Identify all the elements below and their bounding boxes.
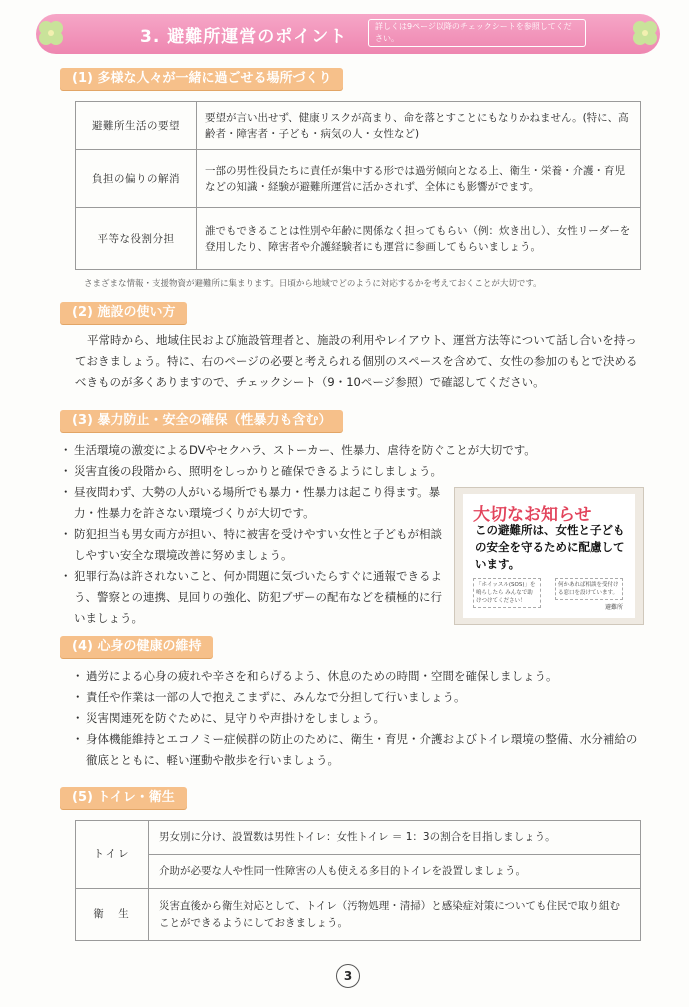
section-3-list-bottom xyxy=(62,482,442,629)
list-item: ・ 昼夜問わず、大勢の人がいる場所でも暴力・性暴力は起こり得ます。暴力・性暴力を許さない環境づくりが大切です。 xyxy=(62,482,442,524)
table-row xyxy=(76,889,641,941)
list-item: ・ 災害関連死を防ぐために、見守りや声掛けをしましょう。 xyxy=(74,708,644,729)
table-row xyxy=(76,102,641,150)
section-5-title: (5) トイレ・衛生 xyxy=(60,787,187,809)
section-2-text: 平常時から、地域住民および施設管理者と、施設の利用やレイアウト、運営方法等について話し合いを持っておきましょう。特に、右のページの必要と考えられる個別のスペースを含めて、女性の参加のもとで決めるべきものが多くありますので、チェックシート（9・10ページ参照）で確認してください。 xyxy=(75,333,638,389)
notice-small-left: 「ホイッスル(SOS)」を鳴らしたら みんなで助けつけてください！ xyxy=(473,578,541,608)
table-row xyxy=(76,208,641,270)
list-item: ・ 犯罪行為は許されないこと、何か問題に気づいたらすぐに通報できるよう、警察との連携、見回りの強化、防犯ブザーの配布などを積極的に行いましょう。 xyxy=(62,566,442,629)
row-key: 負担の偏りの解消 xyxy=(76,150,197,208)
section-1-caption: さまざまな情報・支援物資が避難所に集まります。日頃から地域でどのように対応するかを考えておくことが大切です。 xyxy=(84,279,542,289)
section-4-title: (4) 心身の健康の維持 xyxy=(60,636,213,658)
section-1-table xyxy=(75,101,641,270)
toilet-key: トイレ xyxy=(76,821,149,889)
row-key: 平等な役割分担 xyxy=(76,208,197,270)
row-value: 要望が言い出せず、健康リスクが高まり、命を落とすことにもなりかねません。(特に、高齢者・障害者・子ども・病気の人・女性など) xyxy=(197,102,641,150)
header-note: 詳しくは9ページ以降のチェックシートを参照してください。 xyxy=(368,19,586,47)
row-value: 介助が必要な人や性同一性障害の人も使える多目的トイレを設置しましょう。 xyxy=(149,855,641,889)
list-item: ・ 責任や作業は一部の人で抱えこまずに、みんなで分担して行いましょう。 xyxy=(74,687,644,708)
page-number: 3 xyxy=(336,964,360,988)
notice-body: この避難所は、女性と子どもの安全を守るために配慮しています。 xyxy=(475,523,625,571)
row-value: 災害直後から衛生対応として、トイレ（汚物処理・清掃）と感染症対策についても住民で取り組むことができるようにしておきましょう。 xyxy=(149,889,641,941)
hygiene-key: 衛 生 xyxy=(76,889,149,941)
page-title: 3. 避難所運営のポイント xyxy=(140,27,348,47)
row-value: 一部の男性役員たちに責任が集中する形では過労傾向となる上、衛生・栄養・介護・育児などの知識・経験が避難所運営に活かされず、全体にも影響がでます。 xyxy=(197,150,641,208)
table-row xyxy=(76,821,641,855)
notice-sign: 避難所 xyxy=(605,604,624,611)
section-5-table xyxy=(75,820,641,941)
clover-icon xyxy=(630,18,660,48)
row-value: 誰でもできることは性別や年齢に関係なく担ってもらい（例：炊き出し）、女性リーダーを登用したり、障害者や介護経験者にも運営に参画してもらいましょう。 xyxy=(197,208,641,270)
clover-icon xyxy=(36,18,66,48)
notice-title: 大切なお知らせ xyxy=(473,505,592,525)
list-item: ・ 防犯担当も男女両方が担い、特に被害を受けやすい女性と子どもが相談しやすい安全な環境改善に努めましょう。 xyxy=(62,524,442,566)
section-4-list xyxy=(74,666,644,771)
list-item: ・ 災害直後の段階から、照明をしっかりと確保できるようにしましょう。 xyxy=(62,461,642,482)
section-3-title: (3) 暴力防止・安全の確保（性暴力も含む） xyxy=(60,410,343,432)
section-2-title: (2) 施設の使い方 xyxy=(60,302,187,324)
section-3-list-top xyxy=(62,440,642,482)
notice-small-right: 何かあれば相談を受付ける窓口を設けています。 xyxy=(555,578,623,600)
list-item: ・ 過労による心身の疲れや辛さを和らげるよう、休息のための時間・空間を確保しましょう。 xyxy=(74,666,644,687)
table-row xyxy=(76,855,641,889)
section-1-title: (1) 多様な人々が一緒に過ごせる場所づくり xyxy=(60,68,343,90)
notice-photo xyxy=(454,487,644,625)
list-item: ・ 生活環境の激変によるDVやセクハラ、ストーカー、性暴力、虐待を防ぐことが大切です。 xyxy=(62,440,642,461)
table-row xyxy=(76,150,641,208)
row-key: 避難所生活の要望 xyxy=(76,102,197,150)
list-item: ・ 身体機能維持とエコノミー症候群の防止のために、衛生・育児・介護およびトイレ環境の整備、水分補給の徹底とともに、軽い運動や散歩を行いましょう。 xyxy=(74,729,644,771)
row-value: 男女別に分け、設置数は男性トイレ：女性トイレ ＝ 1：3の割合を目指しましょう。 xyxy=(149,821,641,855)
